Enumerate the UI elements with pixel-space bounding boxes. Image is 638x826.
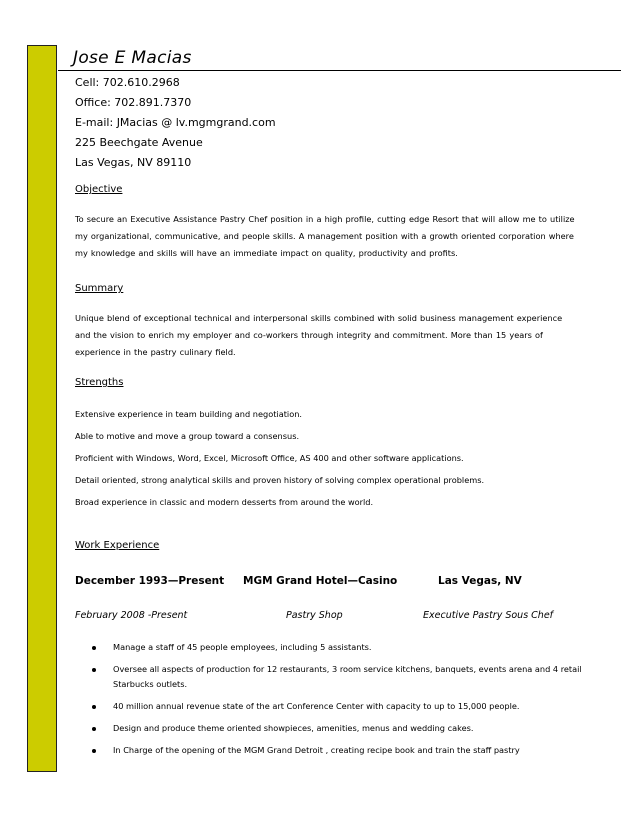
header-rule [58,70,621,71]
strength-item: Able to motive and move a group toward a consensus. [75,431,300,441]
contact-email: E-mail: JMacias @ lv.mgmgrand.com [75,116,276,129]
position-department: Pastry Shop [286,610,343,621]
list-item [92,662,582,692]
duty-text: Oversee all aspects of production for 12 restaurants, 3 room service kitchens, banquets, events arena and 4 retail Starbucks outlets. [113,664,582,689]
duty-text: Design and produce theme oriented showpieces, amenities, menus and wedding cakes. [113,723,474,733]
bullet-icon [92,705,96,709]
position-title: Executive Pastry Sous Chef [423,610,554,621]
job-duties-list [92,640,582,765]
strength-item: Extensive experience in team building and negotiation. [75,409,302,419]
duty-text: 40 million annual revenue state of the art Conference Center with capacity to up to 15,000 people. [113,701,520,711]
strength-item: Proficient with Windows, Word, Excel, Microsoft Office, AS 400 and other software applications. [75,453,464,463]
duty-text: In Charge of the opening of the MGM Grand Detroit , creating recipe book and train the staff pastry [113,745,520,755]
bullet-icon [92,646,96,650]
contact-address-line1: 225 Beechgate Avenue [75,136,203,149]
list-item [92,721,582,736]
list-item [92,699,582,714]
list-item [92,640,582,655]
bullet-icon [92,668,96,672]
list-item [92,743,582,758]
contact-office: Office: 702.891.7370 [75,96,192,109]
objective-heading: Objective [75,184,123,195]
contact-block [75,76,276,176]
strengths-list [75,408,484,518]
resume-name: Jose E Macias [73,48,192,68]
job-period: December 1993—Present [75,575,225,587]
summary-text: Unique blend of exceptional technical and interpersonal skills combined with solid business management experience and the vision to enrich my employer and co-workers through integrity and commitment. More than 15 years of experience in the pastry culinary field. [75,313,563,357]
contact-cell: Cell: 702.610.2968 [75,76,180,89]
strength-item: Broad experience in classic and modern desserts from around the world. [75,497,374,507]
job-employer: MGM Grand Hotel—Casino [243,575,398,587]
sidebar-accent-bar [27,45,57,772]
duty-text: Manage a staff of 45 people employees, including 5 assistants. [113,642,372,652]
contact-address-line2: Las Vegas, NV 89110 [75,156,192,169]
strengths-heading: Strengths [75,377,124,388]
objective-text: To secure an Executive Assistance Pastry Chef position in a high profile, cutting edge Resort that will allow me to utilize my organizational, communicative, and people skills. A management position with a growth oriented corporation where my knowledge and skills will have an immediate impact on quality, productivity and profits. [75,214,575,258]
bullet-icon [92,749,96,753]
summary-heading: Summary [75,283,124,294]
bullet-icon [92,727,96,731]
strength-item: Detail oriented, strong analytical skills and proven history of solving complex operational problems. [75,475,485,485]
job-location: Las Vegas, NV [438,575,522,587]
work-experience-heading: Work Experience [75,540,160,551]
position-period: February 2008 -Present [75,610,188,621]
